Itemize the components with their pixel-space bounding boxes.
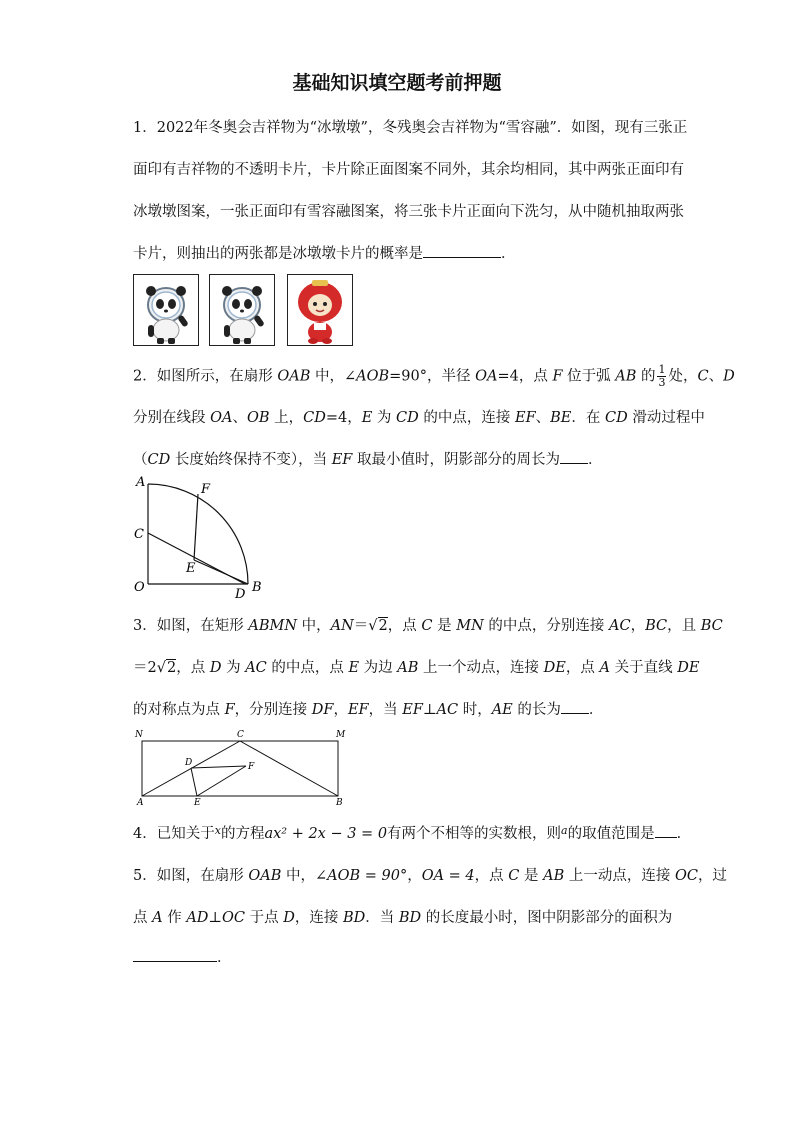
sqrt-value: 2: [378, 618, 388, 634]
segment-ef: [197, 766, 246, 796]
var-ef: EF: [347, 702, 369, 718]
text: ，当: [368, 702, 403, 718]
text: 的方程: [220, 826, 265, 842]
text: =4，点: [497, 368, 553, 385]
answer-blank: [560, 449, 588, 464]
text: ，点: [565, 660, 600, 676]
label-d: D: [185, 758, 193, 768]
text: 的取值范围是: [567, 826, 655, 842]
arc-ab: AB: [543, 868, 565, 884]
text: ，过: [697, 868, 727, 884]
label-n: N: [135, 730, 143, 740]
var-aob: AOB: [356, 368, 390, 385]
text: 作: [162, 910, 187, 926]
var-cd: CD: [605, 410, 628, 426]
text: 、: [232, 410, 247, 426]
text: 分别在线段: [133, 410, 211, 426]
fraction: [657, 364, 666, 389]
var-bc: BC: [700, 618, 723, 634]
var-ae: AE: [491, 702, 513, 718]
text: ，连接: [294, 910, 343, 926]
page-title: 基础知识填空题考前押题: [292, 72, 502, 94]
text: ，点: [474, 868, 509, 884]
var-oab: OAB: [248, 868, 282, 884]
var-an: AN: [330, 618, 354, 634]
text: 有两个不相等的实数根，则: [387, 826, 562, 842]
text: 为: [221, 660, 246, 676]
text: 的长为: [512, 702, 561, 718]
text: ，点: [387, 618, 422, 634]
var-ob: OB: [246, 410, 270, 426]
var-cd: CD: [147, 452, 171, 468]
label-d: D: [235, 587, 246, 602]
answer-blank: [655, 823, 677, 838]
q3-line-3: [133, 698, 603, 719]
segment-ef: [194, 494, 198, 560]
q3-line-1: [133, 614, 723, 635]
text: ，: [630, 618, 646, 634]
text: 的中点，连接: [418, 410, 515, 426]
text: 是: [432, 618, 457, 634]
var-a: A: [152, 910, 163, 926]
var-cd: CD: [396, 410, 419, 426]
sector-figure-q2: [128, 474, 268, 602]
var-ab: AB: [397, 660, 419, 676]
text: ，: [407, 868, 422, 884]
segment-de: [191, 768, 197, 796]
var-bd: BD: [398, 910, 422, 926]
var-a: a: [561, 824, 568, 837]
panda-mascot-icon: [134, 275, 198, 345]
var-d: D: [723, 368, 735, 385]
var-bc: BC: [645, 618, 668, 634]
card-shueyrhonrhon: [287, 274, 353, 346]
text: ．: [587, 452, 603, 468]
text: ＝: [353, 618, 369, 634]
text: 上一动点，连接: [564, 868, 675, 884]
q1-line-3: 冰墩墩图案，一张正面印有雪容融图案，将三张卡片正面向下洗匀，从中随机抽取两张: [133, 204, 684, 220]
var-x: x: [214, 824, 221, 837]
segment-bc: [240, 741, 338, 796]
var-e: E: [361, 410, 373, 426]
var-oa: OA = 4: [421, 868, 475, 884]
var-oa: OA: [210, 410, 233, 426]
text: 位于弧: [562, 368, 616, 385]
text: 关于直线: [609, 660, 678, 676]
label-e: E: [186, 561, 196, 576]
q1-line-1: 1．2022年冬奥会吉祥物为“冰墩墩”，冬残奥会吉祥物为“雪容融”．如图，现有三张正: [133, 120, 688, 136]
text: ．在: [571, 410, 606, 426]
text: 为边: [359, 660, 398, 676]
var-e: E: [348, 660, 360, 676]
text: ．: [588, 702, 604, 718]
label-c: C: [237, 730, 244, 740]
text: ，分别连接: [234, 702, 312, 718]
text: 中，∠: [310, 368, 357, 385]
segment-be: [194, 560, 248, 584]
text: 的长度最小时，图中阴影部分的面积为: [421, 910, 673, 926]
q2-line-2: [133, 406, 705, 427]
var-be: BE: [550, 410, 572, 426]
sqrt-value: 2: [166, 660, 177, 676]
text: 中，: [297, 618, 331, 634]
q5-line-3: [133, 946, 232, 967]
text: 滑动过程中: [627, 410, 705, 426]
var-c: C: [697, 368, 709, 385]
q1-line-2: 面印有吉祥物的不透明卡片，卡片除正面图案不同外，其余均相同，其中两张正面印有: [133, 162, 684, 178]
q2-line-1: [133, 364, 735, 389]
text: 的中点，点: [266, 660, 349, 676]
text: ．当: [365, 910, 399, 926]
text: 上，: [269, 410, 304, 426]
text: 、: [708, 368, 724, 385]
text: 长度始终保持不变），当: [170, 452, 332, 468]
var-ac: AC: [608, 618, 631, 634]
var-abmn: ABMN: [248, 618, 298, 634]
text: 为: [372, 410, 397, 426]
var-cd: CD: [303, 410, 326, 426]
lantern-mascot-icon: [288, 275, 352, 345]
segment-df: [191, 766, 246, 768]
text: 的对称点为点: [133, 702, 225, 718]
q4-line: [133, 822, 691, 843]
text: 于点: [245, 910, 284, 926]
var-bd: BD: [343, 910, 366, 926]
text: （: [133, 452, 148, 468]
var-de: DE: [677, 660, 700, 676]
label-a: A: [137, 798, 144, 808]
text: 时，: [458, 702, 492, 718]
var-ad-perp-oc: AD⊥OC: [186, 910, 246, 926]
text: 处，: [668, 368, 698, 385]
sqrt-sign: √: [368, 618, 378, 634]
var-oab: OAB: [277, 368, 311, 385]
answer-blank: [423, 243, 501, 258]
var-d: D: [209, 660, 222, 676]
q5-line-2: [133, 906, 672, 927]
q1-line-4: [133, 242, 516, 263]
q2-line-3: [133, 448, 602, 469]
answer-blank: [133, 947, 217, 962]
rectangle-figure-q3: [134, 728, 354, 808]
text: =4，: [325, 410, 362, 426]
var-f: F: [224, 702, 235, 718]
var-ef-perp-ac: EF⊥AC: [402, 702, 459, 718]
text: ＝2: [133, 660, 157, 676]
text: 、: [535, 410, 551, 426]
text: ．: [217, 950, 232, 966]
text: 4．已知关于: [133, 826, 215, 842]
label-o: O: [134, 580, 145, 595]
var-mn: MN: [456, 618, 484, 634]
text: 取最小值时，阴影部分的周长为: [352, 452, 560, 468]
label-e: E: [194, 798, 201, 808]
q5-line-1: [133, 864, 727, 885]
var-ab: AB: [615, 368, 637, 385]
panda-mascot-icon: [210, 275, 274, 345]
var-de: DE: [543, 660, 566, 676]
var-oc: OC: [674, 868, 698, 884]
var-c: C: [421, 618, 433, 634]
label-b: B: [252, 580, 262, 595]
text: 5．如图，在扇形: [133, 868, 249, 884]
text: 2．如图所示，在扇形: [133, 368, 278, 385]
text: 是: [519, 868, 544, 884]
text: 上一个动点，连接: [418, 660, 544, 676]
q1-end: ．: [501, 246, 516, 262]
label-b: B: [336, 798, 343, 808]
var-ef: EF: [331, 452, 353, 468]
var-oa: OA: [475, 368, 498, 385]
var-d: D: [283, 910, 295, 926]
var-a: A: [599, 660, 610, 676]
text: 点: [133, 910, 153, 926]
frac-den: 3: [658, 376, 666, 389]
var-f: F: [552, 368, 563, 385]
card-bingdwendwen-2: [209, 274, 275, 346]
q1-line-4-text: 卡片，则抽出的两张都是冰墩墩卡片的概率是: [133, 246, 423, 262]
label-f: F: [201, 482, 211, 497]
var-aob: ∠AOB = 90°: [314, 868, 408, 884]
rectangle-abmn: [142, 741, 338, 796]
text: =90°，半径: [389, 368, 476, 385]
label-c: C: [134, 527, 144, 542]
label-m: M: [336, 730, 346, 740]
answer-blank: [561, 699, 589, 714]
text: ，: [333, 702, 348, 718]
var-ac: AC: [245, 660, 267, 676]
text: 的中点，分别连接: [483, 618, 609, 634]
text: ．: [676, 826, 692, 842]
var-df: DF: [311, 702, 334, 718]
sqrt-sign: √: [156, 660, 166, 676]
var-c: C: [508, 868, 520, 884]
text: 3．如图，在矩形: [133, 618, 249, 634]
frac-num: 1: [658, 363, 666, 376]
text: ，且: [667, 618, 701, 634]
var-ef: EF: [515, 410, 536, 426]
card-bingdwendwen-1: [133, 274, 199, 346]
equation: ax² + 2x − 3 = 0: [264, 826, 388, 842]
label-a: A: [136, 475, 146, 490]
q3-line-2: [133, 656, 699, 677]
text: 中，: [281, 868, 315, 884]
label-f: F: [248, 762, 255, 772]
text: ，点: [176, 660, 210, 676]
text: 的: [636, 368, 656, 385]
